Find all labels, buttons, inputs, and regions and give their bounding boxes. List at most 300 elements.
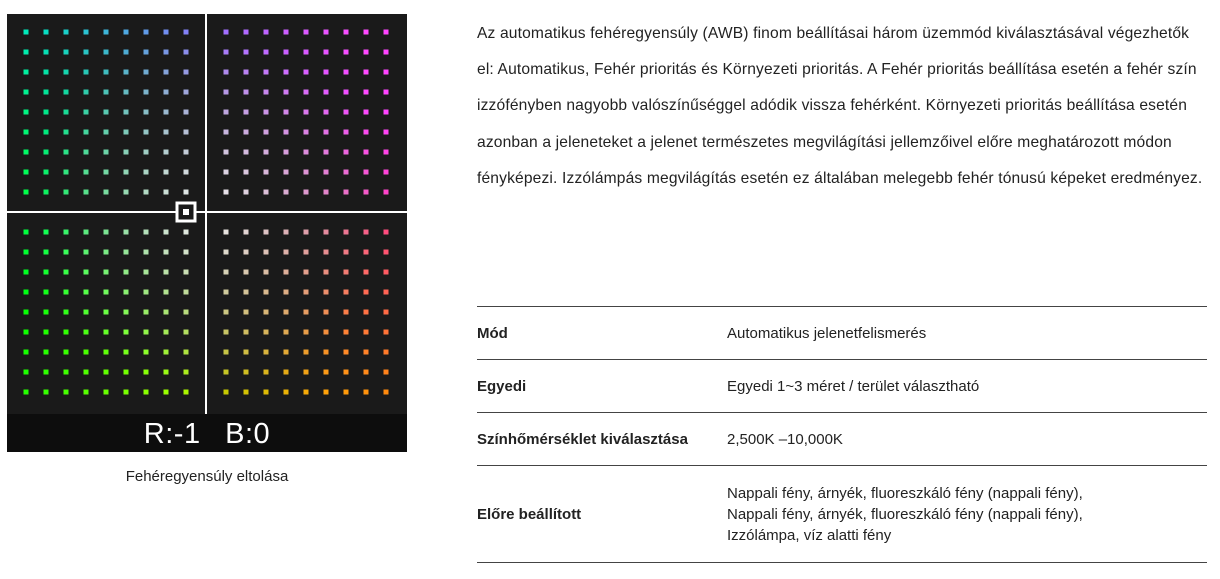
color-dot[interactable] bbox=[244, 370, 249, 375]
color-dot[interactable] bbox=[184, 30, 189, 35]
color-dot[interactable] bbox=[284, 130, 289, 135]
color-dot[interactable] bbox=[104, 170, 109, 175]
color-dot[interactable] bbox=[364, 110, 369, 115]
color-dot[interactable] bbox=[164, 390, 169, 395]
color-dot[interactable] bbox=[264, 30, 269, 35]
white-balance-shift-grid[interactable] bbox=[7, 14, 407, 452]
color-dot[interactable] bbox=[64, 190, 69, 195]
color-dot[interactable] bbox=[284, 270, 289, 275]
color-dot[interactable] bbox=[164, 190, 169, 195]
color-dot[interactable] bbox=[384, 270, 389, 275]
color-dot[interactable] bbox=[64, 50, 69, 55]
color-dot[interactable] bbox=[264, 310, 269, 315]
color-dot[interactable] bbox=[244, 330, 249, 335]
color-dot[interactable] bbox=[184, 190, 189, 195]
color-dot[interactable] bbox=[244, 130, 249, 135]
color-dot[interactable] bbox=[364, 150, 369, 155]
color-dot[interactable] bbox=[184, 70, 189, 75]
color-dot[interactable] bbox=[284, 90, 289, 95]
color-dot[interactable] bbox=[284, 330, 289, 335]
color-dot[interactable] bbox=[104, 150, 109, 155]
color-dot[interactable] bbox=[104, 90, 109, 95]
color-dot[interactable] bbox=[124, 230, 129, 235]
color-dot[interactable] bbox=[344, 310, 349, 315]
color-dot[interactable] bbox=[144, 150, 149, 155]
color-dot[interactable] bbox=[184, 290, 189, 295]
color-dot[interactable] bbox=[124, 330, 129, 335]
color-dot[interactable] bbox=[304, 350, 309, 355]
color-dot[interactable] bbox=[184, 370, 189, 375]
color-dot[interactable] bbox=[384, 310, 389, 315]
color-dot[interactable] bbox=[384, 130, 389, 135]
color-dot[interactable] bbox=[64, 250, 69, 255]
color-dot[interactable] bbox=[324, 190, 329, 195]
color-dot[interactable] bbox=[264, 170, 269, 175]
color-dot[interactable] bbox=[124, 390, 129, 395]
color-dot[interactable] bbox=[224, 130, 229, 135]
color-dot[interactable] bbox=[124, 90, 129, 95]
color-dot[interactable] bbox=[284, 30, 289, 35]
color-dot[interactable] bbox=[344, 170, 349, 175]
color-dot[interactable] bbox=[244, 250, 249, 255]
color-dot[interactable] bbox=[244, 110, 249, 115]
color-dot[interactable] bbox=[224, 150, 229, 155]
color-dot[interactable] bbox=[44, 190, 49, 195]
color-dot[interactable] bbox=[164, 230, 169, 235]
color-dot[interactable] bbox=[64, 350, 69, 355]
color-dot[interactable] bbox=[284, 190, 289, 195]
color-dot[interactable] bbox=[184, 390, 189, 395]
color-dot[interactable] bbox=[344, 370, 349, 375]
color-dot[interactable] bbox=[264, 350, 269, 355]
color-dot[interactable] bbox=[44, 50, 49, 55]
color-dot[interactable] bbox=[344, 330, 349, 335]
color-dot[interactable] bbox=[84, 250, 89, 255]
color-dot[interactable] bbox=[224, 270, 229, 275]
color-dot[interactable] bbox=[244, 390, 249, 395]
color-dot[interactable] bbox=[144, 370, 149, 375]
color-dot[interactable] bbox=[24, 230, 29, 235]
color-dot[interactable] bbox=[384, 30, 389, 35]
color-dot[interactable] bbox=[364, 250, 369, 255]
color-dot[interactable] bbox=[224, 110, 229, 115]
color-dot[interactable] bbox=[124, 130, 129, 135]
color-dot[interactable] bbox=[44, 290, 49, 295]
color-dot[interactable] bbox=[64, 150, 69, 155]
color-dot[interactable] bbox=[264, 70, 269, 75]
color-dot[interactable] bbox=[64, 290, 69, 295]
color-dot[interactable] bbox=[224, 230, 229, 235]
color-dot[interactable] bbox=[124, 310, 129, 315]
color-dot[interactable] bbox=[64, 110, 69, 115]
color-dot[interactable] bbox=[224, 90, 229, 95]
color-dot[interactable] bbox=[344, 50, 349, 55]
color-dot[interactable] bbox=[184, 310, 189, 315]
color-dot[interactable] bbox=[24, 390, 29, 395]
color-dot[interactable] bbox=[44, 170, 49, 175]
color-dot[interactable] bbox=[224, 310, 229, 315]
color-dot[interactable] bbox=[264, 370, 269, 375]
color-dot[interactable] bbox=[164, 290, 169, 295]
color-dot[interactable] bbox=[144, 350, 149, 355]
color-dot[interactable] bbox=[324, 350, 329, 355]
color-dot[interactable] bbox=[364, 190, 369, 195]
color-dot[interactable] bbox=[144, 50, 149, 55]
color-dot[interactable] bbox=[324, 50, 329, 55]
color-dot[interactable] bbox=[384, 350, 389, 355]
color-dot[interactable] bbox=[284, 170, 289, 175]
color-dot[interactable] bbox=[284, 110, 289, 115]
color-dot[interactable] bbox=[24, 150, 29, 155]
color-dot[interactable] bbox=[124, 270, 129, 275]
color-dot[interactable] bbox=[84, 330, 89, 335]
color-dot[interactable] bbox=[324, 150, 329, 155]
color-dot[interactable] bbox=[264, 190, 269, 195]
color-dot[interactable] bbox=[164, 110, 169, 115]
color-dot[interactable] bbox=[344, 110, 349, 115]
color-dot[interactable] bbox=[64, 70, 69, 75]
color-dot[interactable] bbox=[164, 170, 169, 175]
color-dot[interactable] bbox=[224, 330, 229, 335]
color-dot[interactable] bbox=[144, 330, 149, 335]
color-dot[interactable] bbox=[284, 350, 289, 355]
color-dot[interactable] bbox=[124, 30, 129, 35]
color-dot[interactable] bbox=[104, 230, 109, 235]
color-dot[interactable] bbox=[144, 70, 149, 75]
color-dot[interactable] bbox=[124, 370, 129, 375]
color-dot[interactable] bbox=[164, 150, 169, 155]
color-dot[interactable] bbox=[284, 390, 289, 395]
color-dot[interactable] bbox=[344, 130, 349, 135]
color-dot[interactable] bbox=[304, 130, 309, 135]
color-dot[interactable] bbox=[84, 150, 89, 155]
color-dot[interactable] bbox=[304, 50, 309, 55]
color-dot[interactable] bbox=[184, 110, 189, 115]
color-dot[interactable] bbox=[244, 170, 249, 175]
color-dot[interactable] bbox=[44, 370, 49, 375]
color-dot[interactable] bbox=[184, 330, 189, 335]
color-dot[interactable] bbox=[264, 230, 269, 235]
color-dot[interactable] bbox=[64, 90, 69, 95]
color-dot[interactable] bbox=[124, 190, 129, 195]
color-dot[interactable] bbox=[264, 250, 269, 255]
color-dot[interactable] bbox=[44, 390, 49, 395]
color-dot[interactable] bbox=[344, 90, 349, 95]
color-dot[interactable] bbox=[304, 330, 309, 335]
color-dot[interactable] bbox=[364, 390, 369, 395]
color-dot[interactable] bbox=[144, 230, 149, 235]
color-dot[interactable] bbox=[184, 250, 189, 255]
color-dot[interactable] bbox=[104, 370, 109, 375]
color-dot[interactable] bbox=[44, 110, 49, 115]
color-dot[interactable] bbox=[104, 290, 109, 295]
color-dot[interactable] bbox=[124, 110, 129, 115]
color-dot[interactable] bbox=[304, 110, 309, 115]
color-dot[interactable] bbox=[324, 370, 329, 375]
color-dot[interactable] bbox=[24, 250, 29, 255]
color-dot[interactable] bbox=[24, 190, 29, 195]
color-dot[interactable] bbox=[264, 110, 269, 115]
color-dot[interactable] bbox=[304, 190, 309, 195]
color-dot[interactable] bbox=[44, 270, 49, 275]
color-dot[interactable] bbox=[344, 290, 349, 295]
color-dot[interactable] bbox=[384, 170, 389, 175]
color-dot[interactable] bbox=[344, 70, 349, 75]
color-dot[interactable] bbox=[144, 190, 149, 195]
color-dot[interactable] bbox=[384, 150, 389, 155]
color-dot[interactable] bbox=[244, 70, 249, 75]
color-dot[interactable] bbox=[44, 330, 49, 335]
color-dot[interactable] bbox=[364, 310, 369, 315]
color-dot[interactable] bbox=[24, 350, 29, 355]
color-dot[interactable] bbox=[384, 70, 389, 75]
color-dot[interactable] bbox=[284, 290, 289, 295]
color-dot[interactable] bbox=[44, 310, 49, 315]
color-dot[interactable] bbox=[24, 30, 29, 35]
color-dot[interactable] bbox=[364, 130, 369, 135]
color-dot[interactable] bbox=[44, 90, 49, 95]
color-dot[interactable] bbox=[384, 190, 389, 195]
color-dot[interactable] bbox=[104, 70, 109, 75]
color-dot[interactable] bbox=[124, 350, 129, 355]
color-dot[interactable] bbox=[44, 130, 49, 135]
color-dot[interactable] bbox=[24, 290, 29, 295]
color-dot[interactable] bbox=[244, 270, 249, 275]
color-dot[interactable] bbox=[304, 270, 309, 275]
color-dot[interactable] bbox=[264, 50, 269, 55]
color-dot[interactable] bbox=[144, 310, 149, 315]
color-dot[interactable] bbox=[24, 90, 29, 95]
color-dot[interactable] bbox=[264, 390, 269, 395]
color-dot[interactable] bbox=[164, 350, 169, 355]
color-dot[interactable] bbox=[104, 390, 109, 395]
color-dot[interactable] bbox=[244, 30, 249, 35]
color-dot[interactable] bbox=[44, 150, 49, 155]
color-dot[interactable] bbox=[164, 50, 169, 55]
color-dot[interactable] bbox=[64, 230, 69, 235]
color-dot[interactable] bbox=[224, 30, 229, 35]
color-dot[interactable] bbox=[164, 30, 169, 35]
color-dot[interactable] bbox=[224, 70, 229, 75]
color-dot[interactable] bbox=[144, 30, 149, 35]
color-dot[interactable] bbox=[164, 310, 169, 315]
color-dot[interactable] bbox=[384, 230, 389, 235]
color-dot[interactable] bbox=[304, 370, 309, 375]
color-dot[interactable] bbox=[44, 30, 49, 35]
color-dot[interactable] bbox=[24, 310, 29, 315]
color-dot[interactable] bbox=[64, 330, 69, 335]
color-dot[interactable] bbox=[304, 70, 309, 75]
color-dot[interactable] bbox=[24, 330, 29, 335]
color-dot[interactable] bbox=[24, 130, 29, 135]
color-dot[interactable] bbox=[264, 290, 269, 295]
color-dot[interactable] bbox=[224, 50, 229, 55]
color-dot[interactable] bbox=[144, 90, 149, 95]
color-dot[interactable] bbox=[304, 310, 309, 315]
color-dot[interactable] bbox=[284, 230, 289, 235]
color-dot[interactable] bbox=[304, 90, 309, 95]
color-dot[interactable] bbox=[104, 250, 109, 255]
color-dot[interactable] bbox=[284, 70, 289, 75]
color-dot[interactable] bbox=[264, 270, 269, 275]
color-dot[interactable] bbox=[244, 310, 249, 315]
color-dot[interactable] bbox=[344, 250, 349, 255]
color-dot[interactable] bbox=[144, 290, 149, 295]
color-dot[interactable] bbox=[64, 30, 69, 35]
color-dot[interactable] bbox=[304, 150, 309, 155]
color-dot[interactable] bbox=[364, 290, 369, 295]
color-dot[interactable] bbox=[364, 30, 369, 35]
color-dot[interactable] bbox=[64, 310, 69, 315]
color-dot[interactable] bbox=[104, 30, 109, 35]
color-dot[interactable] bbox=[84, 190, 89, 195]
color-dot[interactable] bbox=[364, 170, 369, 175]
color-dot[interactable] bbox=[24, 50, 29, 55]
color-dot[interactable] bbox=[84, 70, 89, 75]
color-dot[interactable] bbox=[324, 390, 329, 395]
color-dot[interactable] bbox=[84, 230, 89, 235]
color-dot[interactable] bbox=[244, 50, 249, 55]
color-dot[interactable] bbox=[324, 30, 329, 35]
color-dot[interactable] bbox=[324, 270, 329, 275]
color-dot[interactable] bbox=[104, 270, 109, 275]
color-dot[interactable] bbox=[184, 90, 189, 95]
color-dot[interactable] bbox=[64, 370, 69, 375]
color-dot[interactable] bbox=[244, 290, 249, 295]
color-dot[interactable] bbox=[364, 230, 369, 235]
color-dot[interactable] bbox=[364, 350, 369, 355]
color-dot[interactable] bbox=[144, 270, 149, 275]
color-dot[interactable] bbox=[144, 110, 149, 115]
color-dot[interactable] bbox=[384, 290, 389, 295]
color-dot[interactable] bbox=[344, 190, 349, 195]
color-dot[interactable] bbox=[24, 270, 29, 275]
color-dot[interactable] bbox=[164, 330, 169, 335]
color-dot[interactable] bbox=[304, 290, 309, 295]
color-dot[interactable] bbox=[364, 90, 369, 95]
color-dot[interactable] bbox=[64, 390, 69, 395]
color-dot[interactable] bbox=[324, 330, 329, 335]
color-dot[interactable] bbox=[324, 290, 329, 295]
color-dot[interactable] bbox=[84, 350, 89, 355]
color-dot[interactable] bbox=[184, 50, 189, 55]
color-dot[interactable] bbox=[304, 250, 309, 255]
color-dot[interactable] bbox=[224, 250, 229, 255]
color-dot[interactable] bbox=[284, 310, 289, 315]
color-dot[interactable] bbox=[324, 230, 329, 235]
color-dot[interactable] bbox=[384, 330, 389, 335]
color-dot[interactable] bbox=[164, 270, 169, 275]
color-dot[interactable] bbox=[124, 170, 129, 175]
color-dot[interactable] bbox=[184, 230, 189, 235]
color-dot[interactable] bbox=[104, 110, 109, 115]
color-dot[interactable] bbox=[84, 370, 89, 375]
color-dot[interactable] bbox=[24, 70, 29, 75]
color-dot[interactable] bbox=[304, 30, 309, 35]
color-dot[interactable] bbox=[144, 390, 149, 395]
color-dot[interactable] bbox=[384, 370, 389, 375]
color-dot[interactable] bbox=[324, 110, 329, 115]
color-dot[interactable] bbox=[324, 130, 329, 135]
color-dot[interactable] bbox=[264, 130, 269, 135]
color-dot[interactable] bbox=[224, 370, 229, 375]
color-dot[interactable] bbox=[324, 70, 329, 75]
color-dot[interactable] bbox=[224, 190, 229, 195]
color-dot[interactable] bbox=[84, 50, 89, 55]
color-dot[interactable] bbox=[64, 270, 69, 275]
color-dot[interactable] bbox=[84, 170, 89, 175]
color-dot[interactable] bbox=[364, 330, 369, 335]
color-dot[interactable] bbox=[344, 350, 349, 355]
color-dot[interactable] bbox=[164, 130, 169, 135]
color-dot[interactable] bbox=[184, 270, 189, 275]
color-dot[interactable] bbox=[364, 370, 369, 375]
color-dot[interactable] bbox=[84, 390, 89, 395]
color-dot[interactable] bbox=[244, 350, 249, 355]
color-dot[interactable] bbox=[124, 70, 129, 75]
color-dot[interactable] bbox=[104, 50, 109, 55]
color-dot[interactable] bbox=[124, 250, 129, 255]
color-dot[interactable] bbox=[144, 130, 149, 135]
color-dot[interactable] bbox=[84, 290, 89, 295]
color-dot[interactable] bbox=[144, 250, 149, 255]
color-dot[interactable] bbox=[384, 390, 389, 395]
color-dot[interactable] bbox=[344, 230, 349, 235]
color-dot[interactable] bbox=[84, 130, 89, 135]
color-dot[interactable] bbox=[384, 90, 389, 95]
color-dot[interactable] bbox=[184, 130, 189, 135]
color-dot[interactable] bbox=[384, 50, 389, 55]
color-dot[interactable] bbox=[384, 110, 389, 115]
color-dot[interactable] bbox=[264, 150, 269, 155]
color-dot[interactable] bbox=[184, 170, 189, 175]
color-dot[interactable] bbox=[244, 190, 249, 195]
color-dot[interactable] bbox=[244, 90, 249, 95]
color-dot[interactable] bbox=[104, 190, 109, 195]
color-dot[interactable] bbox=[64, 170, 69, 175]
color-dot[interactable] bbox=[164, 370, 169, 375]
color-dot[interactable] bbox=[264, 330, 269, 335]
color-dot[interactable] bbox=[164, 90, 169, 95]
color-dot[interactable] bbox=[284, 150, 289, 155]
color-dot[interactable] bbox=[184, 150, 189, 155]
color-dot[interactable] bbox=[64, 130, 69, 135]
color-dot[interactable] bbox=[44, 70, 49, 75]
color-dot[interactable] bbox=[124, 290, 129, 295]
color-dot[interactable] bbox=[24, 370, 29, 375]
color-dot[interactable] bbox=[304, 230, 309, 235]
color-dot[interactable] bbox=[244, 230, 249, 235]
color-dot[interactable] bbox=[184, 350, 189, 355]
color-dot[interactable] bbox=[84, 110, 89, 115]
color-dot[interactable] bbox=[224, 390, 229, 395]
color-dot[interactable] bbox=[224, 290, 229, 295]
color-dot[interactable] bbox=[124, 50, 129, 55]
color-dot[interactable] bbox=[84, 30, 89, 35]
color-dot[interactable] bbox=[44, 230, 49, 235]
color-dot[interactable] bbox=[324, 170, 329, 175]
color-dot[interactable] bbox=[244, 150, 249, 155]
color-dot[interactable] bbox=[144, 170, 149, 175]
color-dot[interactable] bbox=[84, 90, 89, 95]
color-dot[interactable] bbox=[324, 250, 329, 255]
color-dot-grid[interactable] bbox=[7, 14, 407, 414]
color-dot[interactable] bbox=[364, 70, 369, 75]
color-dot[interactable] bbox=[124, 150, 129, 155]
color-dot[interactable] bbox=[224, 170, 229, 175]
color-dot[interactable] bbox=[344, 390, 349, 395]
color-dot[interactable] bbox=[344, 30, 349, 35]
